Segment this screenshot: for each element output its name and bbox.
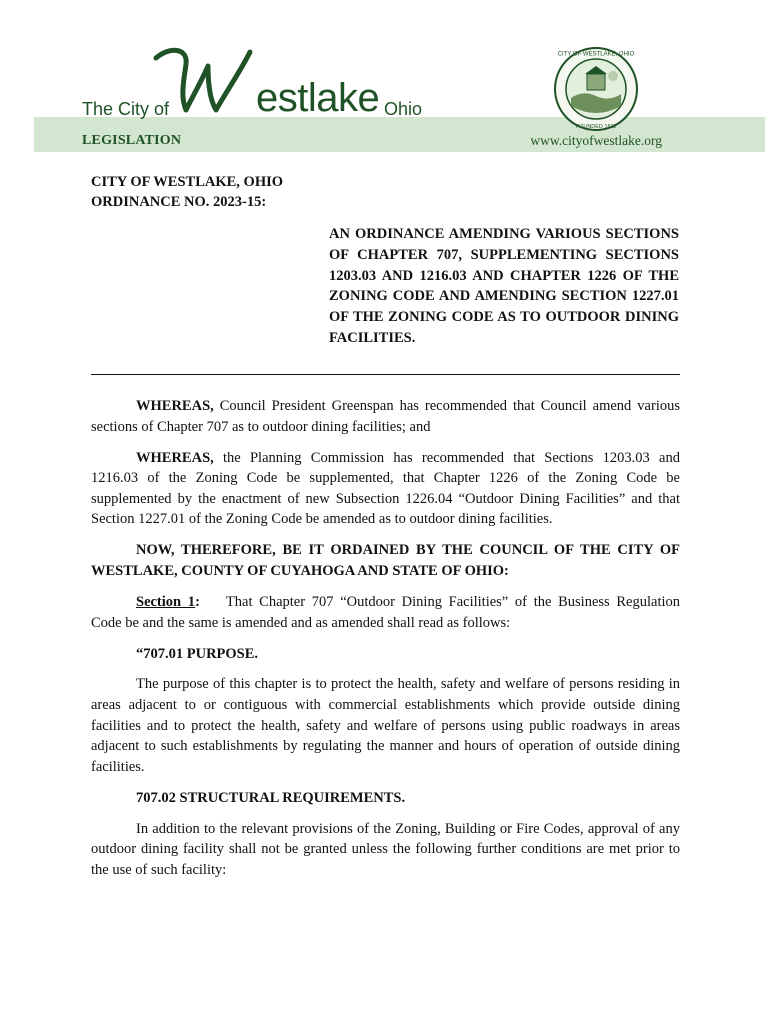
section-heading-707-02: 707.02 STRUCTURAL REQUIREMENTS.: [136, 789, 406, 806]
whereas-paragraph-1: [91, 396, 680, 437]
ordinance-number: ORDINANCE NO. 2023-15:: [91, 194, 267, 210]
logo-suffix: Ohio: [384, 99, 423, 119]
whereas-text: the Planning Commission has recommended that Sections 1203.03 and 1216.03 of the Zoning Code be supplemented, that Chapter 1226 of the Zoning Code be supplemented by the enactment of new Subsection 1226.04 “Outdoor Dining Facilities” and that Section 1227.01 of the Zoning Code be amended as to outdoor dining facilities.: [91, 449, 680, 528]
ordinance-title: AN ORDINANCE AMENDING VARIOUS SECTIONS OF CHAPTER 707, SUPPLEMENTING SECTIONS 1203.03 AND 1216.03 AND CHAPTER 1226 OF THE ZONING CODE AND AMENDING SECTION 1227.01 OF THE ZONING CODE AS TO OUTDOOR DINING FACILITIES.: [329, 226, 679, 346]
whereas-paragraph-2: [91, 448, 680, 530]
city-heading: CITY OF WESTLAKE, OHIO: [91, 174, 284, 190]
logo-wordmark: estlake: [256, 76, 380, 120]
whereas-lead: WHEREAS,: [136, 398, 214, 414]
section-1-colon: :: [195, 593, 200, 610]
logo-script-w: [150, 44, 260, 124]
seal-top-text: CITY OF WESTLAKE, OHIO: [557, 51, 635, 58]
divider: [91, 374, 680, 375]
ordinance-heading: [91, 172, 283, 212]
ordinance-body: [91, 396, 680, 891]
section-1-text: That Chapter 707 “Outdoor Dining Facilities” of the Business Regulation Code be and the same is amended and as amended shall read as follows:: [91, 593, 681, 631]
website-link[interactable]: www.cityofwestlake.org: [530, 133, 662, 148]
ordained-clause: NOW, THEREFORE, BE IT ORDAINED BY THE COUNCIL OF THE CITY OF WESTLAKE, COUNTY OF CUYAHOGA AND STATE OF OHIO:: [91, 542, 680, 579]
structural-paragraph: In addition to the relevant provisions of the Zoning, Building or Fire Codes, approval of any outdoor dining facility shall not be granted unless the following further conditions are met prior to the use of such facility:: [91, 820, 680, 879]
whereas-text: Council President Greenspan has recommended that Council amend various sections of Chapter 707 as to outdoor dining facilities; and: [91, 398, 680, 435]
letterhead: [0, 0, 770, 160]
section-heading-707-01: “707.01 PURPOSE.: [136, 645, 259, 662]
city-seal-icon: [553, 46, 639, 132]
logo-prefix: The City of: [82, 99, 170, 119]
legislation-label: LEGISLATION: [82, 133, 182, 148]
whereas-lead: WHEREAS,: [136, 449, 214, 466]
section-1-label: Section 1: [136, 593, 196, 610]
section-1-paragraph: [91, 592, 680, 633]
purpose-paragraph: The purpose of this chapter is to protect the health, safety and welfare of persons residing in areas adjacent to or contiguous with commercial establishments which provide outside dining facilities and to protect the health, safety and welfare of persons using public roadways in areas adjacent to such establishments by regulating the manner and hours of operation of outside dining facilities.: [91, 676, 680, 775]
seal-bottom-text: FOUNDED 1811: [575, 124, 617, 130]
